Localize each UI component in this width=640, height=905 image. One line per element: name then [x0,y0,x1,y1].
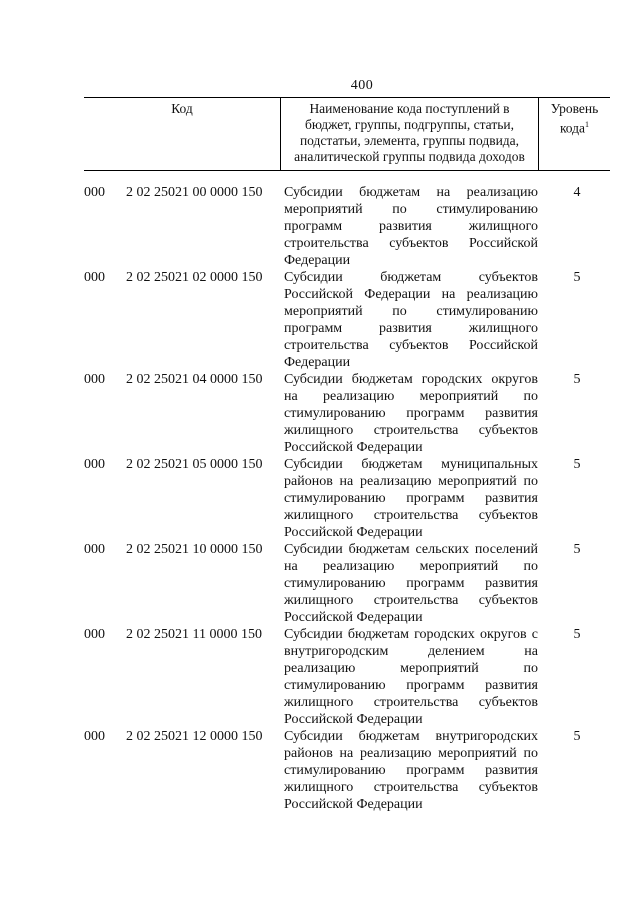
header-name: Наименование кода поступлений в бюджет, группы, подгруппы, статьи, подстатьи, элемента, группы подвида, аналитической группы подвида доходов [280,98,538,170]
revenue-name: Субсидии бюджетам муниципальных районов на реализацию мероприятий по стимулированию программ развития жилищного строительства субъектов Российской Федерации [284,457,538,540]
revenue-code: 2 02 25021 11 0000 150 [126,627,262,642]
admin-code: 000 [84,270,105,285]
footnote-mark: 1 [585,120,590,129]
revenue-code: 2 02 25021 10 0000 150 [126,542,263,557]
code-level: 5 [573,729,581,744]
admin-code: 000 [84,729,105,744]
table-row [84,541,610,626]
admin-code: 000 [84,542,105,557]
header-code: Код [171,101,193,116]
page-number: 400 [350,78,374,93]
revenue-code: 2 02 25021 02 0000 150 [126,270,263,285]
revenue-name: Субсидии бюджетам городских округов на реализацию мероприятий по стимулированию программ развития жилищного строительства субъектов Российской Федерации [284,372,538,455]
table-row [84,456,610,541]
table-row [84,184,610,269]
table-row [84,728,610,813]
code-level: 5 [573,270,581,285]
table-header [84,97,610,171]
code-level: 5 [573,372,581,387]
admin-code: 000 [84,185,105,200]
revenue-code: 2 02 25021 00 0000 150 [126,185,263,200]
code-level: 5 [573,457,581,472]
header-level-label: Уровень кода [550,101,599,136]
code-level: 4 [573,185,581,200]
revenue-name: Субсидии бюджетам городских округов с внутригородским делением на реализацию мероприятий по стимулированию программ развития жилищного строительства субъектов Российской Федерации [284,627,538,727]
table-row [84,269,610,371]
revenue-name: Субсидии бюджетам на реализацию мероприятий по стимулированию программ развития жилищного строительства субъектов Российской Федерации [284,185,538,268]
revenue-name: Субсидии бюджетам внутригородских районов на реализацию мероприятий по стимулированию программ развития жилищного строительства субъектов Российской Федерации [284,729,538,812]
admin-code: 000 [84,372,105,387]
table-row [84,626,610,728]
revenue-code: 2 02 25021 12 0000 150 [126,729,263,744]
table-row [84,371,610,456]
revenue-name: Субсидии бюджетам сельских поселений на реализацию мероприятий по стимулированию программ развития жилищного строительства субъектов Российской Федерации [284,542,538,625]
code-level: 5 [573,542,581,557]
admin-code: 000 [84,627,105,642]
revenue-name: Субсидии бюджетам субъектов Российской Федерации на реализацию мероприятий по стимулированию программ развития жилищного строительства субъектов Российской Федерации [284,270,538,370]
admin-code: 000 [84,457,105,472]
code-level: 5 [573,627,581,642]
revenue-code: 2 02 25021 04 0000 150 [126,372,263,387]
header-level [538,98,610,170]
revenue-code: 2 02 25021 05 0000 150 [126,457,263,472]
table-body [84,184,610,813]
